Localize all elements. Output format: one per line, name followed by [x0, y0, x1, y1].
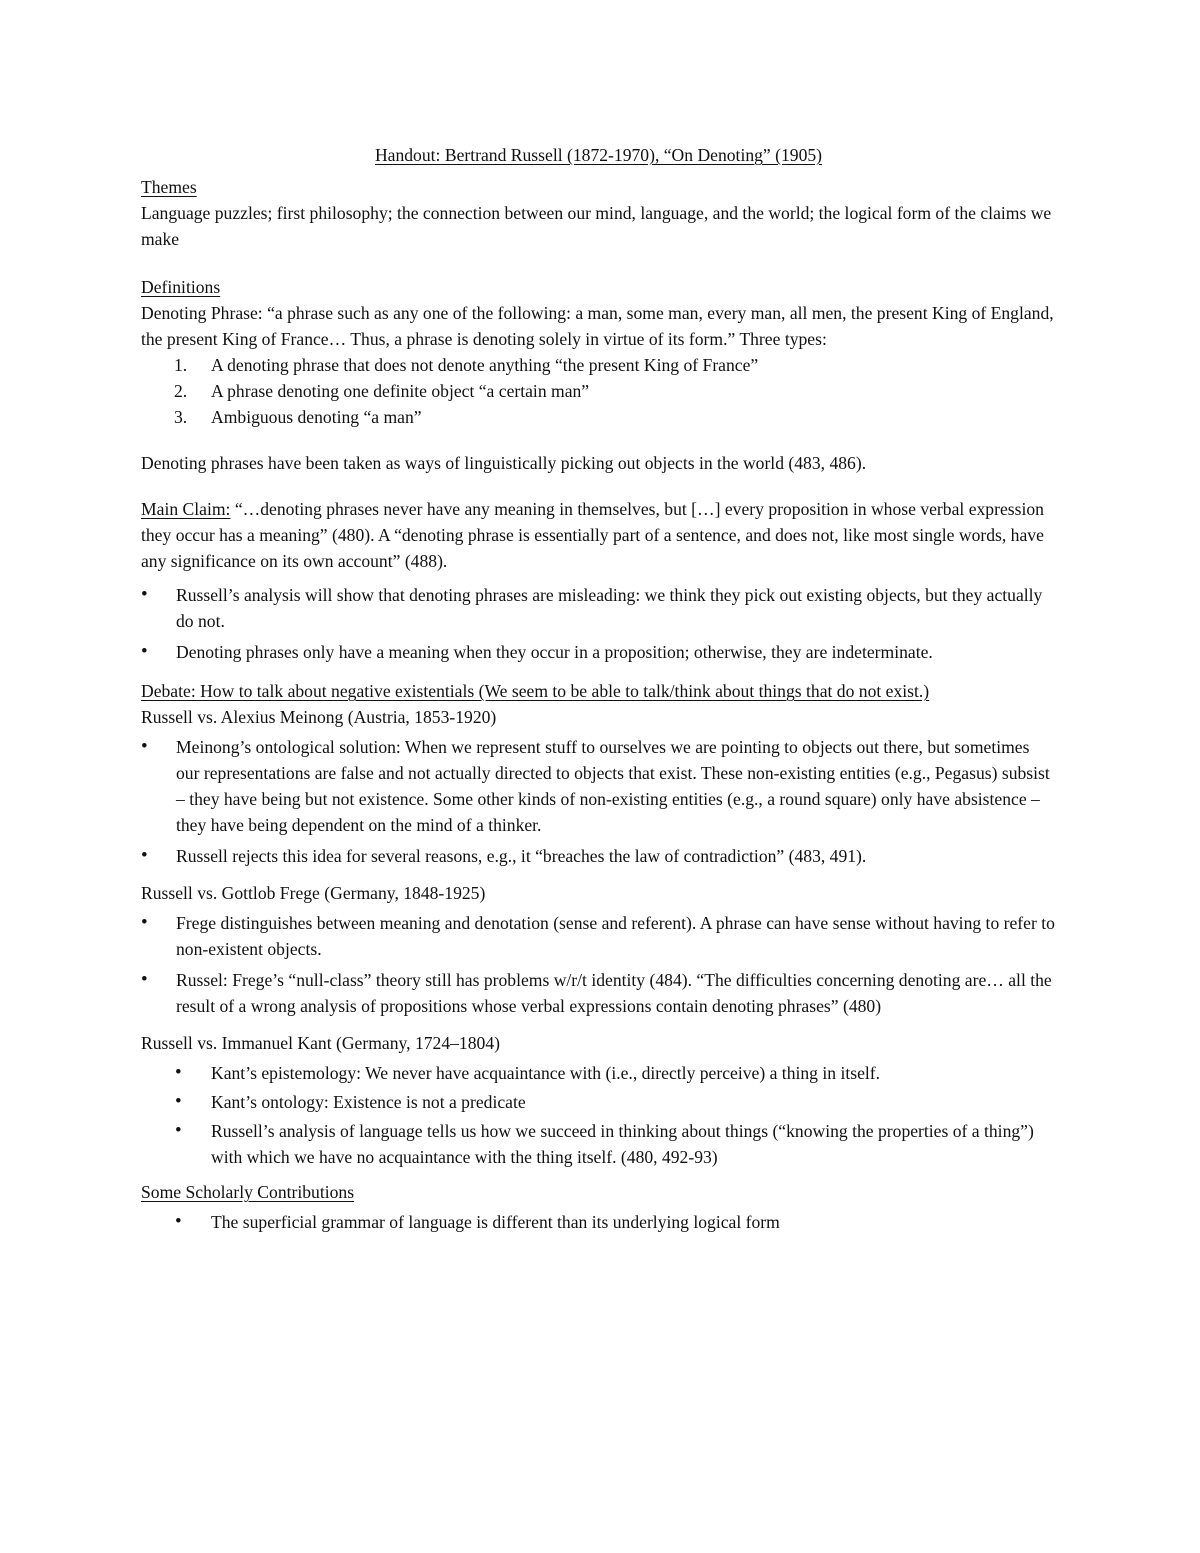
definitions-text: Denoting Phrase: “a phrase such as any one of the following: a man, some man, every man, all men, the present King of England, the present King of France… Thus, a phrase is denoting solely in virtue of its form.” Three types:	[141, 303, 1054, 349]
bullet-item: • Kant’s ontology: Existence is not a predicate	[141, 1089, 1056, 1115]
bullet-item: • Russell rejects this idea for several reasons, e.g., it “breaches the law of contradiction” (483, 491).	[141, 843, 1056, 869]
page-title: Handout: Bertrand Russell (1872-1970), “On Denoting” (1905)	[374, 145, 823, 165]
list-number: 3.	[174, 407, 188, 427]
denoting-types-list	[141, 352, 1056, 430]
contributions-bullets	[141, 1209, 1056, 1235]
bullet-item: • Russell’s analysis will show that denoting phrases are misleading: we think they pick out existing objects, but they actually do not.	[141, 582, 1056, 634]
themes-text: Language puzzles; first philosophy; the connection between our mind, language, and the world; the logical form of the claims we make	[141, 203, 1052, 249]
kant-bullets	[141, 1060, 1056, 1170]
list-number: 1.	[174, 355, 188, 375]
debate-heading: Debate: How to talk about negative existentials (We seem to be able to talk/think about things that do not exist.)	[141, 681, 930, 701]
kant-heading: Russell vs. Immanuel Kant (Germany, 1724–1804)	[141, 1033, 500, 1053]
meinong-bullets	[141, 734, 1056, 869]
main-claim-text: “…denoting phrases never have any meaning in themselves, but […] every proposition in whose verbal expression they occur has a meaning” (480). A “denoting phrase is essentially part of a sentence, and does not, like most single words, have any significance on its own account” (488).	[141, 499, 1044, 571]
list-item	[141, 404, 1056, 430]
list-item-text: A denoting phrase that does not denote anything “the present King of France”	[211, 355, 759, 375]
list-item-text: A phrase denoting one definite object “a certain man”	[211, 381, 590, 401]
frege-heading: Russell vs. Gottlob Frege (Germany, 1848-1925)	[141, 883, 486, 903]
main-claim-bullets	[141, 582, 1056, 665]
themes-heading: Themes	[141, 177, 197, 197]
list-item	[141, 378, 1056, 404]
bullet-item: • Russell’s analysis of language tells us how we succeed in thinking about things (“knowing the properties of a thing”) with which we have no acquaintance with the thing itself. (480, 492-93)	[141, 1118, 1056, 1170]
definitions-note: Denoting phrases have been taken as ways of linguistically picking out objects in the world (483, 486).	[141, 453, 867, 473]
list-item	[141, 352, 1056, 378]
meinong-heading: Russell vs. Alexius Meinong (Austria, 1853-1920)	[141, 707, 497, 727]
bullet-item: • Kant’s epistemology: We never have acquaintance with (i.e., directly perceive) a thing in itself.	[141, 1060, 1056, 1086]
list-number: 2.	[174, 381, 188, 401]
bullet-item: • Russel: Frege’s “null-class” theory still has problems w/r/t identity (484). “The difficulties concerning denoting are… all the result of a wrong analysis of propositions whose verbal expressions contain denoting phrases” (480)	[141, 967, 1056, 1019]
main-claim-label: Main Claim:	[141, 499, 231, 519]
bullet-item: • Denoting phrases only have a meaning when they occur in a proposition; otherwise, they are indeterminate.	[141, 639, 1056, 665]
contributions-heading: Some Scholarly Contributions	[141, 1182, 355, 1202]
list-item-text: Ambiguous denoting “a man”	[211, 407, 422, 427]
main-claim-paragraph	[141, 496, 1056, 574]
bullet-item: • The superficial grammar of language is different than its underlying logical form	[141, 1209, 1056, 1235]
bullet-item: • Meinong’s ontological solution: When we represent stuff to ourselves we are pointing to objects out there, but sometimes our representations are false and not actually directed to objects that exist. These non-existing entities (e.g., Pegasus) subsist – they have being but not existence. Some other kinds of non-existing entities (e.g., a round square) only have absistence – they have being dependent on the mind of a thinker.	[141, 734, 1056, 838]
frege-bullets	[141, 910, 1056, 1019]
bullet-item: • Frege distinguishes between meaning and denotation (sense and referent). A phrase can have sense without having to refer to non-existent objects.	[141, 910, 1056, 962]
definitions-heading: Definitions	[141, 277, 221, 297]
